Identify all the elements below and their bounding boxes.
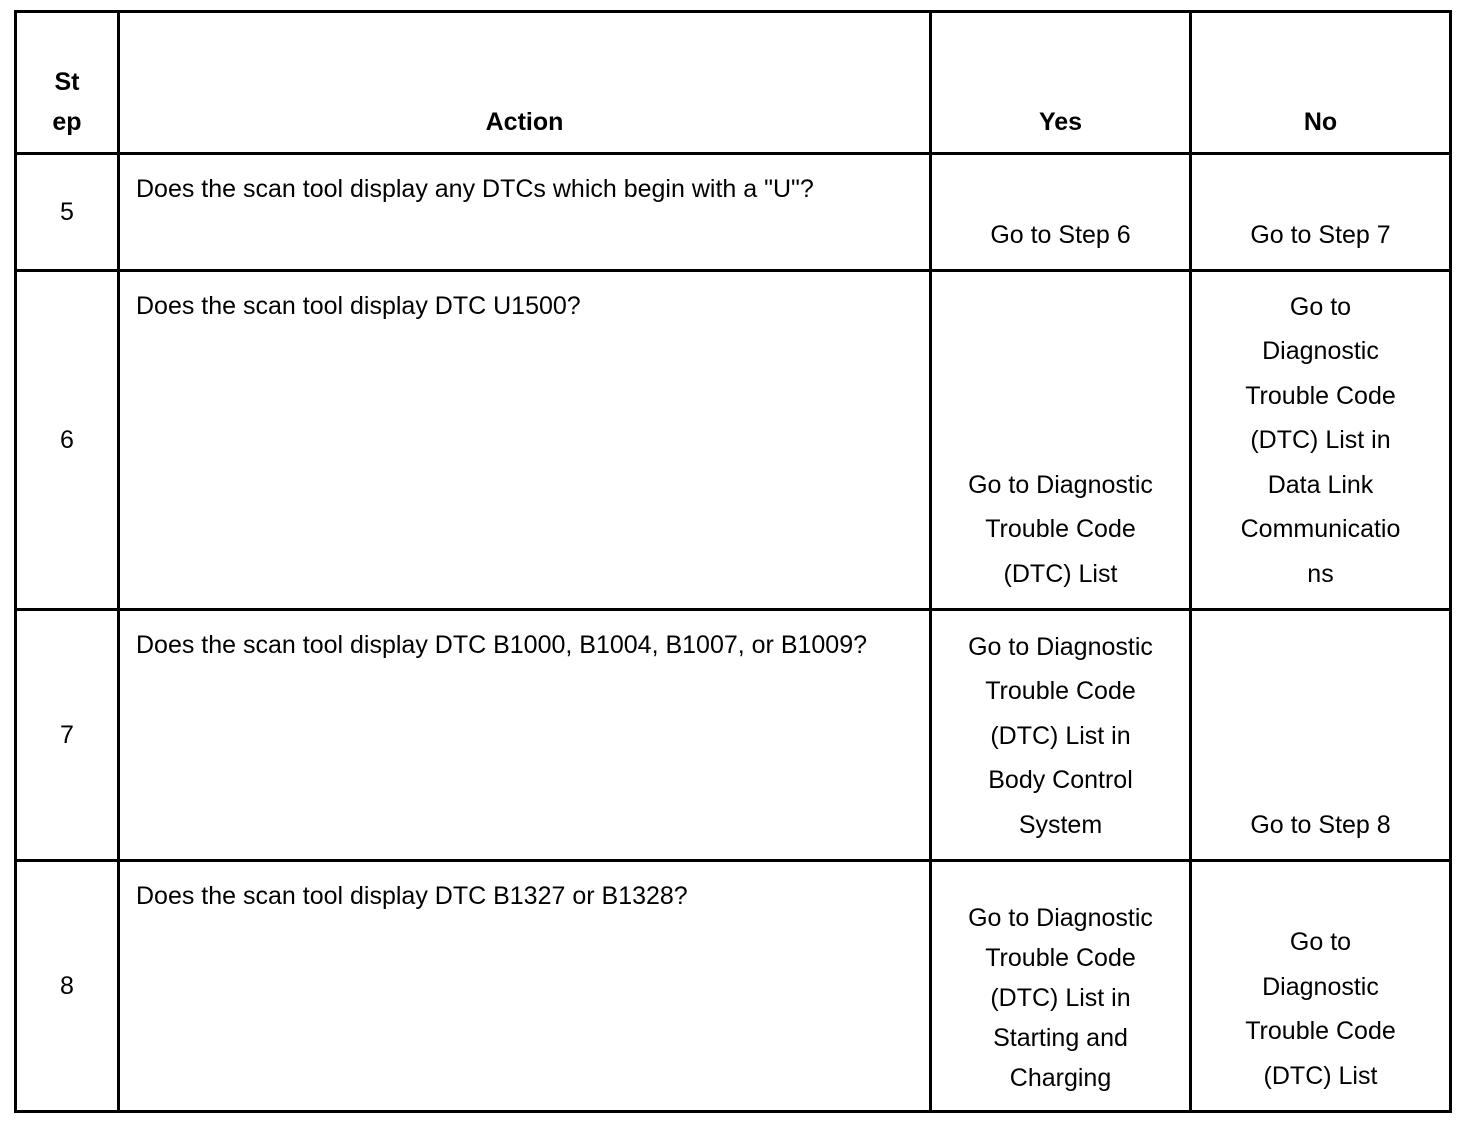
no-cell: Go to Step 7 xyxy=(1191,154,1451,271)
table-row xyxy=(16,610,1451,861)
diagnostic-table xyxy=(14,10,1452,1113)
header-step: St ep xyxy=(16,12,119,154)
table-row xyxy=(16,154,1451,271)
yes-cell: Go to Diagnostic Trouble Code (DTC) List in Starting and Charging xyxy=(931,861,1191,1112)
step-cell: 5 xyxy=(16,154,119,271)
action-cell: Does the scan tool display any DTCs which begin with a "U"? xyxy=(119,154,931,271)
yes-cell: Go to Step 6 xyxy=(931,154,1191,271)
no-cell: Go to Diagnostic Trouble Code (DTC) List xyxy=(1191,861,1451,1112)
header-action: Action xyxy=(119,12,931,154)
table-row xyxy=(16,861,1451,1112)
yes-cell: Go to Diagnostic Trouble Code (DTC) List in Body Control System xyxy=(931,610,1191,861)
step-cell: 8 xyxy=(16,861,119,1112)
action-cell: Does the scan tool display DTC B1000, B1004, B1007, or B1009? xyxy=(119,610,931,861)
header-no: No xyxy=(1191,12,1451,154)
header-row xyxy=(16,12,1451,154)
step-cell: 7 xyxy=(16,610,119,861)
step-cell: 6 xyxy=(16,271,119,610)
no-cell: Go to Diagnostic Trouble Code (DTC) List in Data Link Communicatio ns xyxy=(1191,271,1451,610)
action-cell: Does the scan tool display DTC U1500? xyxy=(119,271,931,610)
table-row xyxy=(16,271,1451,610)
action-cell: Does the scan tool display DTC B1327 or B1328? xyxy=(119,861,931,1112)
no-cell: Go to Step 8 xyxy=(1191,610,1451,861)
yes-cell: Go to Diagnostic Trouble Code (DTC) List xyxy=(931,271,1191,610)
header-yes: Yes xyxy=(931,12,1191,154)
